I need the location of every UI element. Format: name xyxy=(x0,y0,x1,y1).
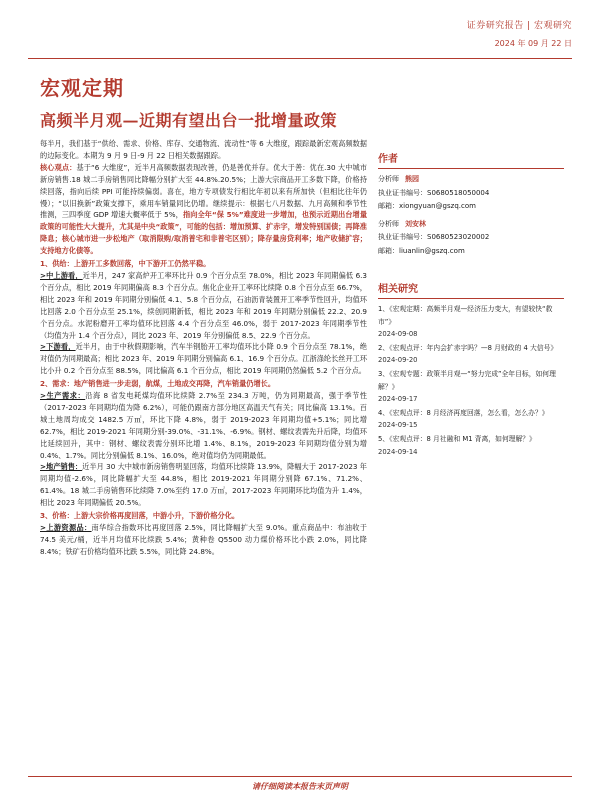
intro-paragraph: 每半月，我们基于“供给、需求、价格、库存、交通物流、流动性”等 6 大维度，跟踪最新宏观高频数据的边际变化。本期为 9 月 9 日-9 月 22 日相关数据跟踪。 xyxy=(40,139,367,160)
supply-downstream-paragraph xyxy=(40,341,367,377)
core-view-label: 核心观点： xyxy=(40,162,77,172)
core-view-emphasis: 指向全年“保 5%”难度进一步增加，也预示近期出台增量政策的可能性大大提升，尤其是中央“政策”，可能的包括：增加预算、扩赤字，增发特别国债；再降准降息；核心城市进一步松地产（取消限购/取消普宅和非普宅区别）；降存量房贷利率；地产收储扩容；支持地方化债等。 xyxy=(40,210,368,256)
related-item-title: 4、《宏观点评：8 月经济再度回落，怎么看，怎么办？》 xyxy=(378,408,549,417)
footer-divider xyxy=(28,776,572,777)
related-item-date: 2024-09-15 xyxy=(378,421,418,430)
main-content xyxy=(40,138,367,558)
related-list xyxy=(378,303,564,458)
demand-property-paragraph xyxy=(40,461,367,509)
related-item-date: 2024-09-17 xyxy=(378,395,418,404)
author-email-row xyxy=(378,245,564,259)
related-section-title: 相关研究 xyxy=(378,280,564,299)
section-title-supply: 1、供给：上游开工多数回落，中下游开工仍然平稳。 xyxy=(40,259,211,269)
related-item-date: 2024-09-08 xyxy=(378,330,418,339)
related-item[interactable] xyxy=(378,433,564,458)
related-item[interactable] xyxy=(378,407,564,432)
cert-number: S0680523020002 xyxy=(427,233,490,241)
related-research xyxy=(378,280,564,458)
author-role: 分析师 xyxy=(378,175,399,183)
related-item-title: 3、《宏观专题：政策半月观—“努力完成”全年目标，如何理解？》 xyxy=(378,369,556,391)
author-role-row xyxy=(378,218,564,232)
cert-number: S0680518050004 xyxy=(427,188,490,197)
demand-production-paragraph xyxy=(40,390,367,461)
related-item-date: 2024-09-14 xyxy=(378,447,418,456)
related-item[interactable] xyxy=(378,303,564,341)
author-role: 分析师 xyxy=(378,219,399,228)
author-role-row xyxy=(378,173,564,187)
email-label: 邮箱： xyxy=(378,202,399,210)
supply-upstream-paragraph xyxy=(40,270,367,341)
report-category: 证券研究报告 | 宏观研究 xyxy=(466,21,572,31)
email-label: 邮箱： xyxy=(378,246,399,255)
paragraph-lead: >上游资源品： xyxy=(40,523,92,532)
paragraph-lead: >地产销售： xyxy=(40,462,83,472)
paragraph-text: 近半月，由于中秋假期影响，汽车半钢胎开工率均值环比小降 0.9 个百分点至 78.1%，绝对值仍为同期最高；相比 2023 年、2019 年同期分别偏高 6.1、16.9 个百分点。江浙涤纶长丝开工环比小升 0.2 个百分点至 88.5%，同比偏高 6.1 个百分点，相比 2019 年同期仍然偏低 5.2 个百分点。 xyxy=(40,342,368,376)
cert-label: 执业证书编号： xyxy=(378,233,427,241)
author-name: 刘安林 xyxy=(405,219,426,228)
author-cert-row xyxy=(378,187,564,201)
related-item-title: 1、《宏观定期：高频半月观—经济压力变大，有望较快“救市”》 xyxy=(378,305,553,326)
core-view-paragraph xyxy=(40,162,367,257)
paragraph-lead: >下游看， xyxy=(40,342,76,352)
related-item[interactable] xyxy=(378,368,564,406)
related-item[interactable] xyxy=(378,342,564,367)
report-date: 2024 年 09 月 22 日 xyxy=(494,39,572,48)
paragraph-text: 近半月，247 家高炉开工率环比升 0.9 个百分点至 78.0%，相比 2023 年同期偏低 6.3 个百分点，相比 2019 年同期偏高 8.3 个百分点。焦化企业开工率环比续降 0.8 个百分点至 66.7%，相比 2023 年和 2019 年同期分别偏低 4.1、5.8 个百分点，石油沥青装置开工率季节性回升，均值环比回落 2.0 个百分点至 25.1%，续创同期新低，相比 2023 年和 2019 年同期分别偏低 22.2、20.9 个百分点。水泥粉磨开工率均值环比回落 4.4 个百分点至 46.0%，弱于 2017-2023 年同期季节性（均值为升 1.4 个百分点），同比 2023 年、2019 年分别偏低 8.5、22.9 个百分点。 xyxy=(40,270,368,340)
author-email-row xyxy=(378,200,564,214)
author-cert-row xyxy=(378,231,564,245)
core-view-text: 基于“6 大维度”，近半月高频数据表现改善，仍是善优并存。优大于善：优在.30 大中城市新房销售.18 城二手房销售同比降幅分别扩大至 44.8%.20.5%；上游大宗商品开工多数下降，价格持续回落，指向后续 PPI 可能持续偏弱。喜在，地方专项债发行相比年初以来有所加快（但相比往年仍慢）；“以旧换新”政策支撑下，乘用车销量同比仍增。继续提示：根据七八月数据、九月高频和季节性推测，三四季度 GDP 增速大概率低于 5%， xyxy=(40,162,367,220)
author-email-link[interactable]: liuanlin@gszq.com xyxy=(399,246,465,255)
price-upstream-paragraph xyxy=(40,522,367,558)
related-item-title: 5、《宏观点评：8 月社融和 M1 背离，如何理解？》 xyxy=(378,434,536,443)
related-item-title: 2、《宏观点评：年内会扩赤字吗？—8 月财政的 4 大信号》 xyxy=(378,343,558,352)
sidebar xyxy=(378,150,564,459)
author-name: 熊园 xyxy=(405,175,419,183)
paragraph-text: 南华综合指数环比再度回落 2.5%，同比降幅扩大至 9.0%。重点商品中：布油收于 74.5 美元/桶，近半月均值环比续跌 5.4%；黄种卷 Q5500 动力煤价格环比小跌 2.0%，同比降 8.4%；铁矿石价格均值环比跌 5.5%，同比降 24.8%。 xyxy=(40,523,367,556)
footer-disclaimer: 请仔细阅读本报告末页声明 xyxy=(252,782,348,791)
section-title-demand: 2、需求：地产销售进一步走弱，航煤，土地成交再降，汽车销量仍增长。 xyxy=(40,379,276,389)
paragraph-lead: >生产需求： xyxy=(40,391,86,401)
related-item-date: 2024-09-20 xyxy=(378,356,418,365)
header-divider xyxy=(28,58,572,59)
paragraph-lead: >中上游看， xyxy=(40,270,83,280)
section-title-price: 3、价格：上游大宗价格再度回落，中游小升，下游价格分化。 xyxy=(40,511,240,521)
author-section-title: 作者 xyxy=(378,150,564,169)
doc-type: 宏观定期 xyxy=(40,76,124,100)
page-title: 高频半月观—近期有望出台一批增量政策 xyxy=(40,111,338,130)
paragraph-text: 沿海 8 省发电耗煤均值环比续降 2.7%至 234.3 万吨，仍为同期最高，强于季节性（2017-2023 年同期均值为降 6.2%），可能仍跟南方部分地区高温天气有关；同比偏高 13.1%。百城土地周均成交 1482.5 万㎡，环比下降 4.8%，弱于 2019-2023 年同期均值+5.1%；同比增 62.7%，相比 2019-2021 年同期分别-39.0%、-31.1%、-6.9%。钢材、螺纹表需先升后降，均值环比延续回升，其中：钢材、螺纹表需分别环比增 1.4%、8.1%，2019-2023 年同期均值分别为增 0.4%、1.7%。同比分别偏低 8.1%、16.0%，绝对值均仍为同期最低。 xyxy=(40,391,367,460)
report-header xyxy=(467,18,572,49)
author-email-link[interactable]: xiongyuan@gszq.com xyxy=(399,202,476,210)
cert-label: 执业证书编号： xyxy=(378,188,427,197)
paragraph-text: 近半月 30 大中城市新房销售明显回落，均值环比续降 13.9%，降幅大于 2017-2023 年同期均值-2.6%，同比降幅扩大至 44.8%，相比 2019-2021 年同期分别降 67.1%、71.2%、61.4%。18 城二手房销售环比续降 7.0%至约 17.0 万㎡，2017-2023 年同期环比均值为升 1.4%，相比 2023 年同期偏低 20.5%。 xyxy=(40,462,367,508)
